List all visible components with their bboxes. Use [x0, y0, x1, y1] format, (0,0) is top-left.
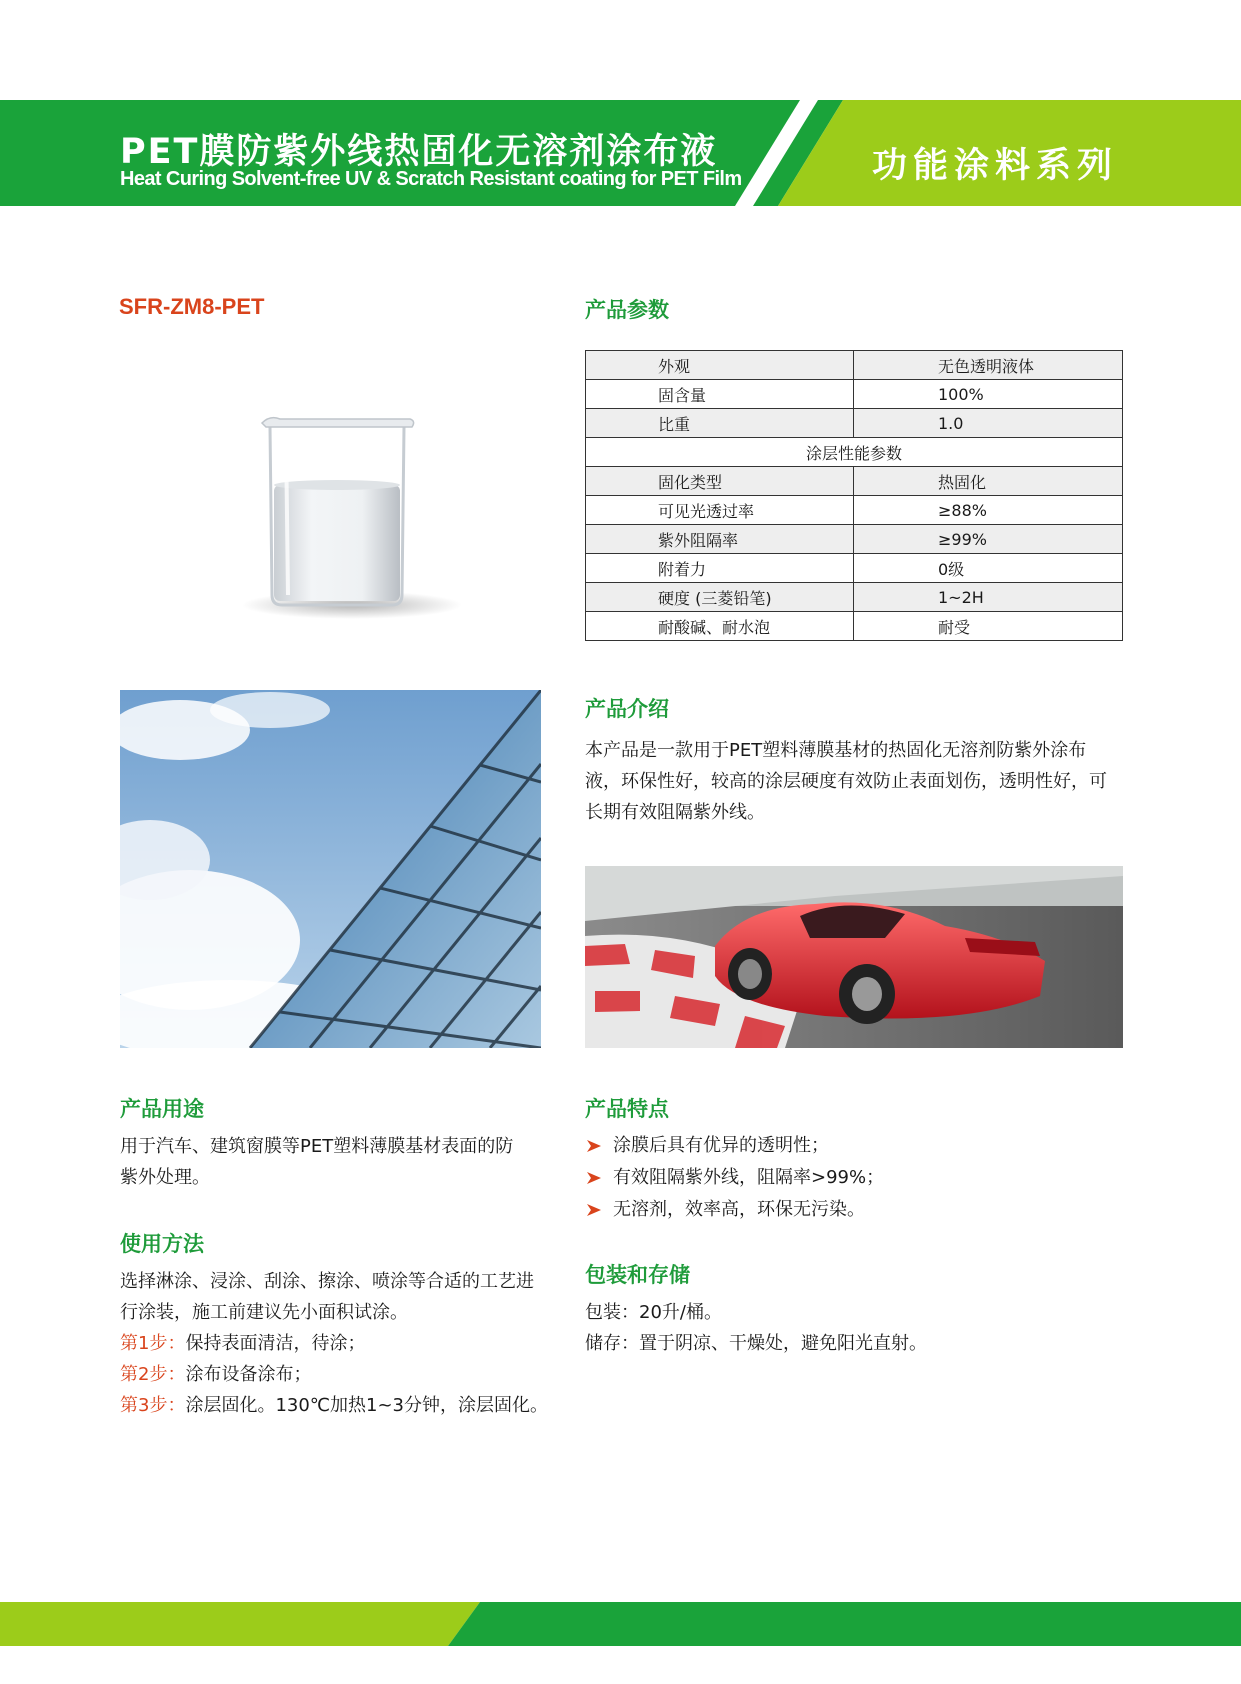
storage-line: 包装：20升/桶。: [585, 1302, 722, 1323]
list-item: [585, 1130, 884, 1162]
intro-line: 本产品是一款用于PET塑料薄膜基材的热固化无溶剂防紫外涂布: [585, 740, 1087, 761]
table-row: [586, 583, 1123, 612]
building-glass-image: [120, 690, 541, 1048]
list-item: [585, 1194, 884, 1226]
series-label: 功能涂料系列: [872, 146, 1119, 186]
feature-text: 有效阻隔紫外线，阻隔率>99%；: [613, 1167, 885, 1188]
step-text: 保持表面清洁，待涂；: [185, 1333, 366, 1354]
method-step: [120, 1359, 560, 1390]
param-value: ≥88%: [854, 496, 1123, 525]
usage-heading: 产品用途: [120, 1097, 204, 1121]
param-key: 耐酸碱、耐水泡: [586, 612, 854, 641]
param-value: ≥99%: [854, 525, 1123, 554]
feature-text: 涂膜后具有优异的透明性；: [613, 1135, 829, 1156]
page-title: PET膜防紫外线热固化无溶剂涂布液: [120, 132, 718, 172]
arrow-bullet-icon: [587, 1140, 601, 1152]
param-key: 比重: [586, 409, 854, 438]
arrow-bullet-icon: [587, 1204, 601, 1216]
usage-line: 用于汽车、建筑窗膜等PET塑料薄膜基材表面的防: [120, 1136, 514, 1157]
intro-line: 液，环保性好，较高的涂层硬度有效防止表面划伤，透明性好，可: [585, 771, 1107, 792]
step-label: 第3步：: [120, 1395, 186, 1416]
storage-heading: 包装和存储: [585, 1263, 690, 1287]
arrow-bullet-icon: [587, 1172, 601, 1184]
param-key: 固化类型: [586, 467, 854, 496]
intro-line: 长期有效阻隔紫外线。: [585, 802, 765, 823]
table-row: [586, 525, 1123, 554]
step-label: 第1步：: [120, 1333, 186, 1354]
step-text: 涂布设备涂布；: [185, 1364, 312, 1385]
table-section-row: [586, 438, 1123, 467]
features-list: [585, 1130, 884, 1226]
param-key: 可见光透过率: [586, 496, 854, 525]
method-text: [120, 1266, 560, 1421]
step-text: 涂层固化。130℃加热1~3分钟，涂层固化。: [185, 1395, 549, 1416]
usage-line: 紫外处理。: [120, 1167, 210, 1188]
table-row: [586, 467, 1123, 496]
table-row: [586, 612, 1123, 641]
param-key: 外观: [586, 351, 854, 380]
table-row: [586, 380, 1123, 409]
sports-car-image: [585, 866, 1123, 1048]
feature-text: 无溶剂，效率高，环保无污染。: [613, 1199, 865, 1220]
storage-line: 储存：置于阴凉、干燥处，避免阳光直射。: [585, 1333, 927, 1354]
table-row: [586, 409, 1123, 438]
param-value: 耐受: [854, 612, 1123, 641]
params-heading: 产品参数: [585, 298, 669, 322]
features-heading: 产品特点: [585, 1097, 669, 1121]
product-model: SFR-ZM8-PET: [119, 294, 265, 319]
beaker-image: [240, 405, 470, 625]
method-step: [120, 1328, 560, 1359]
list-item: [585, 1162, 884, 1194]
param-value: 0级: [854, 554, 1123, 583]
param-key: 附着力: [586, 554, 854, 583]
param-value: 100%: [854, 380, 1123, 409]
footer-stripe: [0, 1602, 1241, 1646]
table-section-label: 涂层性能参数: [586, 438, 1123, 467]
param-value: 无色透明液体: [854, 351, 1123, 380]
param-value: 1~2H: [854, 583, 1123, 612]
param-value: 热固化: [854, 467, 1123, 496]
method-line: 行涂装，施工前建议先小面积试涂。: [120, 1302, 408, 1323]
step-label: 第2步：: [120, 1364, 186, 1385]
method-heading: 使用方法: [120, 1232, 204, 1256]
usage-text: [120, 1131, 550, 1193]
param-key: 固含量: [586, 380, 854, 409]
intro-heading: 产品介绍: [585, 697, 669, 721]
method-step: [120, 1390, 560, 1421]
intro-text: [585, 735, 1125, 828]
page-subtitle: Heat Curing Solvent-free UV & Scratch Resistant coating for PET Film: [120, 168, 742, 190]
table-row: [586, 351, 1123, 380]
params-table: [585, 350, 1123, 641]
table-row: [586, 496, 1123, 525]
table-row: [586, 554, 1123, 583]
method-line: 选择淋涂、浸涂、刮涂、擦涂、喷涂等合适的工艺进: [120, 1271, 534, 1292]
param-key: 硬度 (三菱铅笔): [586, 583, 854, 612]
param-key: 紫外阻隔率: [586, 525, 854, 554]
param-value: 1.0: [854, 409, 1123, 438]
storage-text: [585, 1297, 1125, 1359]
